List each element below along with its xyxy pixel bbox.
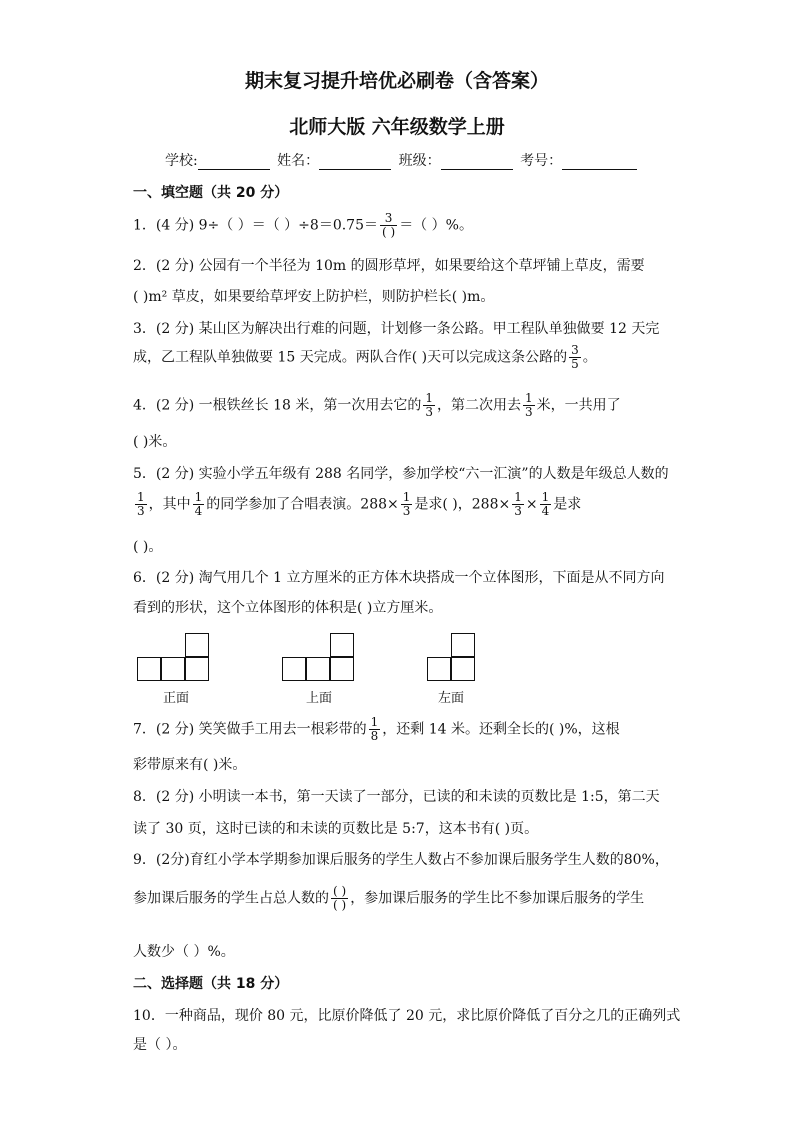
question-9-line1: 9．(2分)育红小学本学期参加课后服务的学生人数占不参加课后服务学生人数的80%， xyxy=(133,852,669,868)
q5-fraction-5: $\frac{1}{4}$ xyxy=(541,490,550,518)
question-5-line1: 5．(2 分) 实验小学五年级有 288 名同学，参加学校“六一汇演”的人数是年级总人数的 xyxy=(133,466,669,482)
question-9-line3: 人数少（ ）%。 xyxy=(133,944,235,960)
page-title: 期末复习提升培优必刷卷（含答案） xyxy=(244,70,549,92)
q4-text: 4．(2 分) 一根铁丝长 18 米，第一次用去它的 xyxy=(133,397,422,414)
cube-square xyxy=(451,633,475,657)
question-5-line2: $\frac{1}{3}$ ，其中 $\frac{1}{4}$ 的同学参加了合唱表演。288× $\frac{1}{3}$ 是求( )，288× $\frac{1}{3}$ × $\frac{1}{4}$ 是求 xyxy=(137,490,582,518)
page-subtitle: 北师大版 六年级数学上册 xyxy=(289,116,505,138)
q3-text: 成，乙工程队单独做要 15 天完成。两队合作( )天可以完成这条公路的 xyxy=(133,349,568,366)
question-7-line1: 7．(2 分) 笑笑做手工用去一根彩带的 $\frac{1}{8}$ ，还剩 14 米。还剩全长的( )%，这根 xyxy=(133,715,620,743)
q5-fraction-3: $\frac{1}{3}$ xyxy=(402,490,411,518)
section-heading: 二、选择题（共 18 分） xyxy=(133,976,289,992)
class-label: 班级： xyxy=(398,153,441,169)
q9-text: 参加课后服务的学生占总人数的 xyxy=(133,890,329,907)
cube-square xyxy=(137,657,161,681)
id-label: 考号： xyxy=(520,153,563,169)
cube-square xyxy=(451,657,475,681)
front-view-label: 正面 xyxy=(163,691,190,706)
q1-text: 1．(4 分) 9÷（ ）＝（ ）÷8＝0.75＝ xyxy=(133,217,378,234)
cube-square xyxy=(330,633,354,657)
question-2-line1: 2．(2 分) 公园有一个半径为 10m 的圆形草坪，如果要给这个草坪铺上草皮，需要 xyxy=(133,258,645,274)
question-3-line1: 3．(2 分) 某山区为解决出行难的问题，计划修一条公路。甲工程队单独做要 12 天完 xyxy=(133,321,660,337)
question-2-line2: ( )m² 草皮，如果要给草坪安上防护栏，则防护栏长( )m。 xyxy=(133,289,495,305)
cube-square xyxy=(161,657,185,681)
cube-square xyxy=(427,657,451,681)
school-label: 学校: xyxy=(165,153,198,169)
cube-square xyxy=(282,657,306,681)
question-6-line2: 看到的形状，这个立体图形的体积是( )立方厘米。 xyxy=(133,600,443,616)
q3-fraction: $\frac{3}{5}$ xyxy=(571,343,579,371)
question-7-line2: 彩带原来有( )米。 xyxy=(133,757,247,773)
q4-fraction-2: $\frac{1}{3}$ xyxy=(525,391,533,419)
cube-square xyxy=(185,657,209,681)
question-4-line2: ( )米。 xyxy=(133,434,177,450)
id-blank[interactable] xyxy=(562,155,637,170)
q9-fraction: $\frac{( )}{( )}$ xyxy=(333,884,347,912)
section-heading: 一、填空题（共 20 分） xyxy=(133,185,289,201)
school-blank[interactable] xyxy=(198,155,270,170)
name-blank[interactable] xyxy=(319,155,391,170)
cube-square xyxy=(306,657,330,681)
class-blank[interactable] xyxy=(441,155,513,170)
q7-text: 7．(2 分) 笑笑做手工用去一根彩带的 xyxy=(133,721,367,738)
q4-fraction-1: $\frac{1}{3}$ xyxy=(425,391,433,419)
top-view-label: 上面 xyxy=(306,691,333,706)
question-9-line2: 参加课后服务的学生占总人数的 $\frac{( )}{( )}$ ，参加课后服务的学生比不参加课后服务的学生 xyxy=(133,884,645,912)
question-6-line1: 6．(2 分) 淘气用几个 1 立方厘米的正方体木块搭成一个立体图形，下面是从不同方向 xyxy=(133,570,665,586)
question-8-line2: 读了 30 页，这时已读的和未读的页数比是 5:7，这本书有( )页。 xyxy=(133,821,539,837)
left-view-label: 左面 xyxy=(438,691,465,706)
name-label: 姓名： xyxy=(277,153,320,169)
info-fields xyxy=(165,150,640,170)
question-10-line2: 是（ ）。 xyxy=(133,1037,187,1053)
q5-fraction-2: $\frac{1}{4}$ xyxy=(194,490,203,518)
q5-fraction-1: $\frac{1}{3}$ xyxy=(137,490,145,518)
question-1 xyxy=(133,212,473,239)
cube-square xyxy=(330,657,354,681)
cube-square xyxy=(185,633,209,657)
question-8-line1: 8．(2 分) 小明读一本书，第一天读了一部分，已读的和未读的页数比是 1:5，第二天 xyxy=(133,789,660,805)
q5-fraction-4: $\frac{1}{3}$ xyxy=(514,490,522,518)
q1-fraction: $\frac{3}{( )}$ xyxy=(382,211,396,239)
q1-text-end: ＝（ ）%。 xyxy=(399,217,473,234)
question-10-line1: 10．一种商品，现价 80 元，比原价降低了 20 元，求比原价降低了百分之几的正确列式 xyxy=(133,1008,681,1024)
question-3-line2: 成，乙工程队单独做要 15 天完成。两队合作( )天可以完成这条公路的 $\frac{3}{5}$ 。 xyxy=(133,343,597,371)
question-5-line3: ( )。 xyxy=(133,539,163,555)
q7-fraction: $\frac{1}{8}$ xyxy=(370,715,379,743)
question-4-line1: 4．(2 分) 一根铁丝长 18 米，第一次用去它的 $\frac{1}{3}$ ，第二次用去 $\frac{1}{3}$ 米，一共用了 xyxy=(133,391,621,419)
